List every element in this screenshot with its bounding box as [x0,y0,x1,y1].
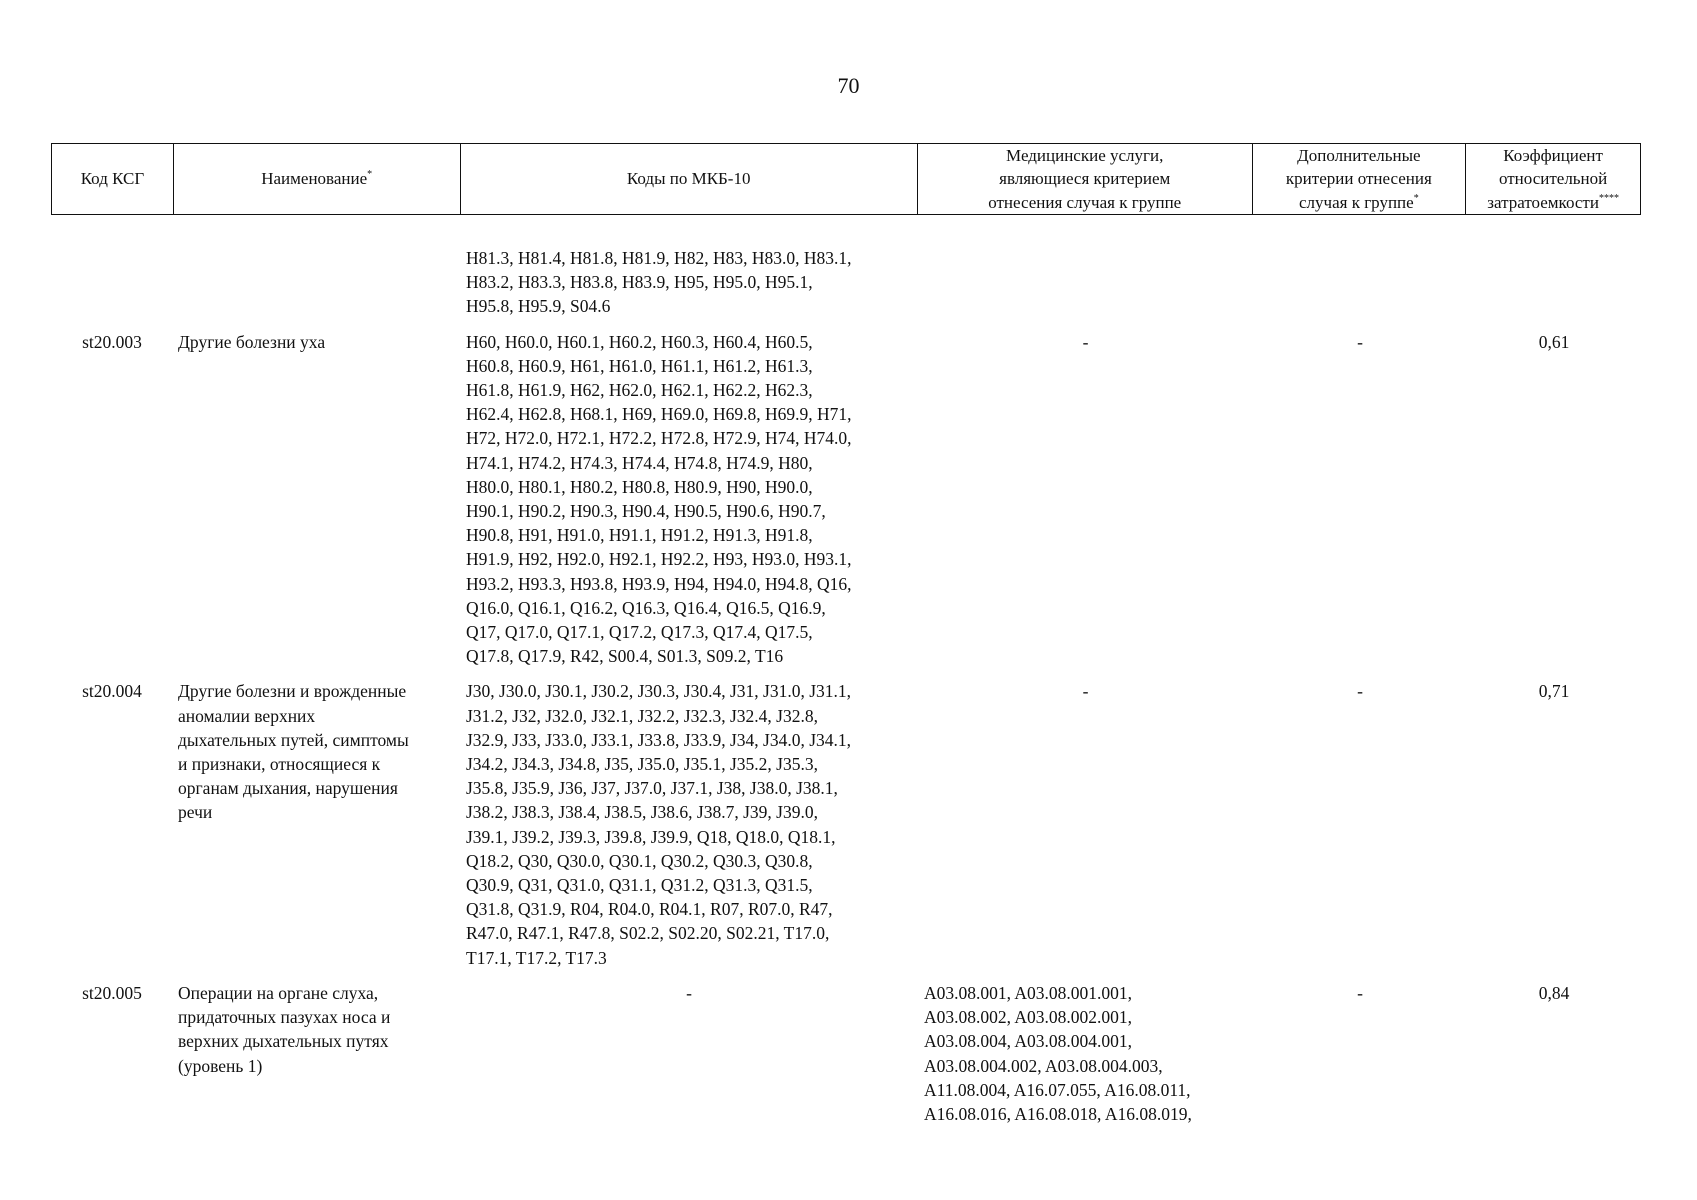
header-name-label: Наименование [261,169,368,189]
header-mkb [461,144,918,214]
row-mkb-codes: H60, H60.0, H60.1, H60.2, H60.3, H60.4, H60.5, H60.8, H60.9, H61, H61.0, H61.1, H61.2, H61.3, H61.8, H61.9, H62, H62.0, H62.1, H62.2, H62.3, H62.4, H62.8, H68.1, H69, H69.0, H69.8, H69.9, H71, H72, H72.0, H72.1, H72.2, H72.8, H72.9, H74, H74.0, H74.1, H74.2, H74.3, H74.4, H74.8, H74.9, H80, H80.0, H80.1, H80.2, H80.8, H80.9, H90, H90.0, H90.1, H90.2, H90.3, H90.4, H90.5, H90.6, H90.7, H90.8, H91, H91.0, H91.1, H91.2, H91.3, H91.8, H91.9, H92, H92.0, H92.1, H92.2, H93, H93.0, H93.1, H93.2, H93.3, H93.8, H93.9, H94, H94.0, H94.8, Q16, Q16.0, Q16.1, Q16.2, Q16.3, Q16.4, Q16.5, Q16.9, Q17, Q17.0, Q17.1, Q17.2, Q17.3, Q17.4, Q17.5, Q17.8, Q17.9, R42, S00.4, S01.3, S09.2, T16 [466,331,852,667]
header-services-label: Медицинские услуги, являющиеся критерием отнесения случая к группе [988,145,1182,212]
row-code [51,246,173,319]
header-mkb-label: Коды по МКБ-10 [626,169,751,189]
header-services [918,144,1253,214]
header-name-footnote-mark: * [367,169,373,181]
header-extra-label: Дополнительные критерии отнесения случая к группе [1285,145,1432,212]
row-code: st20.003 [82,331,142,352]
row-services [918,246,1253,319]
row-extra-criteria: - [1357,681,1363,702]
header-extra-footnote-mark: * [1413,192,1419,204]
header-extra [1253,144,1467,214]
table-row [51,679,1641,969]
row-name [173,246,460,319]
row-mkb-codes: J30, J30.0, J30.1, J30.2, J30.3, J30.4, J31, J31.0, J31.1, J31.2, J32, J32.0, J32.1, J32.2, J32.3, J32.4, J32.8, J32.9, J33, J33.0, J33.1, J33.8, J33.9, J34, J34.0, J34.1, J34.2, J34.3, J34.8, J35, J35.0, J35.1, J35.2, J35.3, J35.8, J35.9, J36, J37, J37.0, J37.1, J38, J38.0, J38.1, J38.2, J38.3, J38.4, J38.5, J38.6, J38.7, J39, J39.0, J39.1, J39.2, J39.3, J39.8, J39.9, Q18, Q18.0, Q18.1, Q18.2, Q30, Q30.0, Q30.1, Q30.2, Q30.3, Q30.8, Q30.9, Q31, Q31.0, Q31.1, Q31.2, Q31.3, Q31.5, Q31.8, Q31.9, R04, R04.0, R04.1, R07, R07.0, R47, R47.0, R47.1, R47.8, S02.2, S02.20, S02.21, T17.0, T17.1, T17.2, T17.3 [466,681,852,968]
header-name [174,144,461,214]
row-mkb-codes: - [686,982,692,1003]
row-coefficient: 0,84 [1538,982,1570,1003]
row-coefficient [1467,246,1641,319]
table-row [51,981,1641,1126]
row-name: Другие болезни и врожденные аномалии верхних дыхательных путей, симптомы и признаки, относящиеся к органам дыхания, нарушения речи [178,681,409,823]
row-name: Операции на органе слуха, придаточных пазухах носа и верхних дыхательных путях (уровень 1) [178,982,391,1076]
header-code-label: Код КСГ [80,169,145,189]
table-body [51,246,1641,1137]
row-services: - [1082,681,1089,702]
row-services: - [1082,331,1089,352]
row-coefficient: 0,71 [1538,681,1570,702]
header-code [52,144,174,214]
page-number: 70 [837,73,860,98]
header-coef-footnote-mark: **** [1598,192,1619,204]
header-coef [1466,144,1640,214]
row-services: A03.08.001, A03.08.001.001, A03.08.002, A03.08.002.001, A03.08.004, A03.08.004.001, A03.08.004.002, A03.08.004.003, A11.08.004, A16.07.055, A16.08.011, A16.08.016, A16.08.018, A16.08.019, [924,982,1192,1124]
table-row [51,246,1641,319]
table-header [51,143,1641,215]
row-name: Другие болезни уха [178,331,326,352]
header-coef-label: Коэффициент относительной затратоемкости [1487,145,1608,212]
row-extra-criteria: - [1357,331,1363,352]
table-row [51,330,1641,669]
row-coefficient: 0,61 [1538,331,1570,352]
row-code: st20.004 [82,681,142,702]
row-code: st20.005 [82,982,142,1003]
row-extra-criteria [1253,246,1467,319]
row-extra-criteria: - [1357,982,1363,1003]
row-mkb-codes: H81.3, H81.4, H81.8, H81.9, H82, H83, H83.0, H83.1, H83.2, H83.3, H83.8, H83.9, H95, H95.0, H95.1, H95.8, H95.9, S04.6 [466,248,852,317]
